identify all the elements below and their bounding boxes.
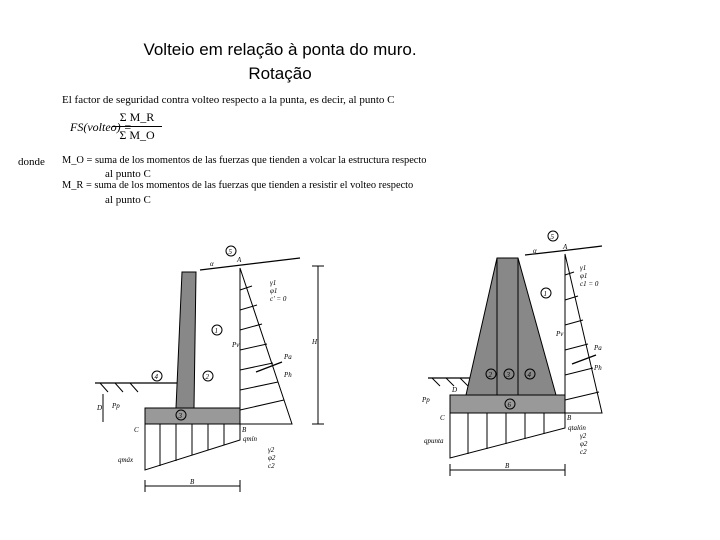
label-1: 1 [214,327,218,335]
label-C: C [440,414,445,422]
label-gamma2: γ2 [580,432,587,440]
label-A: A [563,243,568,251]
label-qtalon: qtalón [568,424,586,432]
label-Pv: Pv [556,330,564,338]
pressure-hatch [240,363,273,370]
label-D: D [452,386,458,394]
label-C: C [134,426,139,434]
fs-denominator: Σ M_O [119,128,155,142]
label-phi2: φ2 [580,440,588,448]
label-Pa: Pa [284,353,292,361]
front-soil-hatch [432,378,440,386]
label-c1: c' = 0 [270,295,287,303]
label-D: D [97,404,103,412]
label-phi2: φ2 [268,454,276,462]
label-Pp: Pp [112,402,120,410]
front-soil-hatch [446,378,454,386]
label-Pa: Pa [594,344,602,352]
label-gamma1: γ1 [270,279,277,287]
title-line-1: Volteio em relação à ponta do muro. [143,40,417,59]
label-gamma1: γ1 [580,264,587,272]
front-soil-hatch [100,383,108,392]
pressure-hatch [565,320,583,325]
mo-definition: M_O = suma de los momentos de las fuerzas que tienden a volcar la estructura respecto [62,155,427,166]
pressure-hatch [565,368,593,375]
pressure-hatch [240,305,257,310]
formula-intro: El factor de seguridad contra volteo respecto a la punta, es decir, al punto C [62,94,395,106]
front-soil-hatch [130,383,138,392]
label-H: H' [312,338,319,346]
mr-definition: M_R = suma de los momentos de las fuerzas que tienden a resistir el volteo respecto [62,180,414,191]
wall-stem [176,272,196,408]
label-c1: c1 = 0 [580,280,599,288]
label-6: 6 [507,401,511,409]
label-4: 4 [154,373,158,381]
label-Pp: Pp [422,396,430,404]
label-3: 3 [178,412,182,420]
label-gamma2: γ2 [268,446,275,454]
label-qmax: qmáx [118,456,134,464]
pressure-hatch [565,392,599,400]
mo-definition-2: al punto C [105,168,151,180]
mr-definition-2: al punto C [105,194,151,206]
label-qpunta: qpunta [424,437,444,445]
label-2: 2 [205,373,209,381]
pressure-hatch [240,382,278,390]
label-2: 2 [488,371,492,379]
label-B-point: B [567,414,572,422]
base-pressure-diagram [450,413,565,458]
label-Pv: Pv [232,341,240,349]
title-line-2: Rotação [248,64,312,83]
donde-label: donde [18,156,45,168]
label-phi1: φ1 [270,287,278,295]
label-5: 5 [228,248,232,256]
wall-base [145,408,240,424]
gravity-wall-body [466,258,556,395]
right-diagram [428,231,602,476]
label-B-dim: B [190,478,195,486]
pressure-hatch [565,344,588,350]
label-B-point: B [242,426,247,434]
pressure-diagram [240,268,292,424]
pressure-hatch [240,344,267,350]
pressure-hatch [240,324,262,330]
fs-numerator: Σ M_R [119,110,155,124]
label-alpha: α [210,260,214,268]
front-soil-hatch [115,383,123,392]
label-Ph: Ph [594,364,602,372]
label-A: A [237,256,242,264]
fs-label: FS(volteo) = [70,120,132,134]
label-5: 5 [550,233,554,241]
pa-arrow [572,355,596,364]
label-3: 3 [506,371,510,379]
label-c2: c2 [268,462,275,470]
label-qmin: qmín [243,435,257,443]
backfill-surface [200,258,300,270]
label-alpha: α [533,247,537,255]
label-Ph: Ph [284,371,292,379]
label-4: 4 [527,371,531,379]
label-1: 1 [543,290,547,298]
label-B-dim: B [505,462,510,470]
label-c2: c2 [580,448,587,456]
pressure-hatch [240,400,284,410]
front-soil-hatch [460,378,468,386]
label-phi1: φ1 [580,272,588,280]
